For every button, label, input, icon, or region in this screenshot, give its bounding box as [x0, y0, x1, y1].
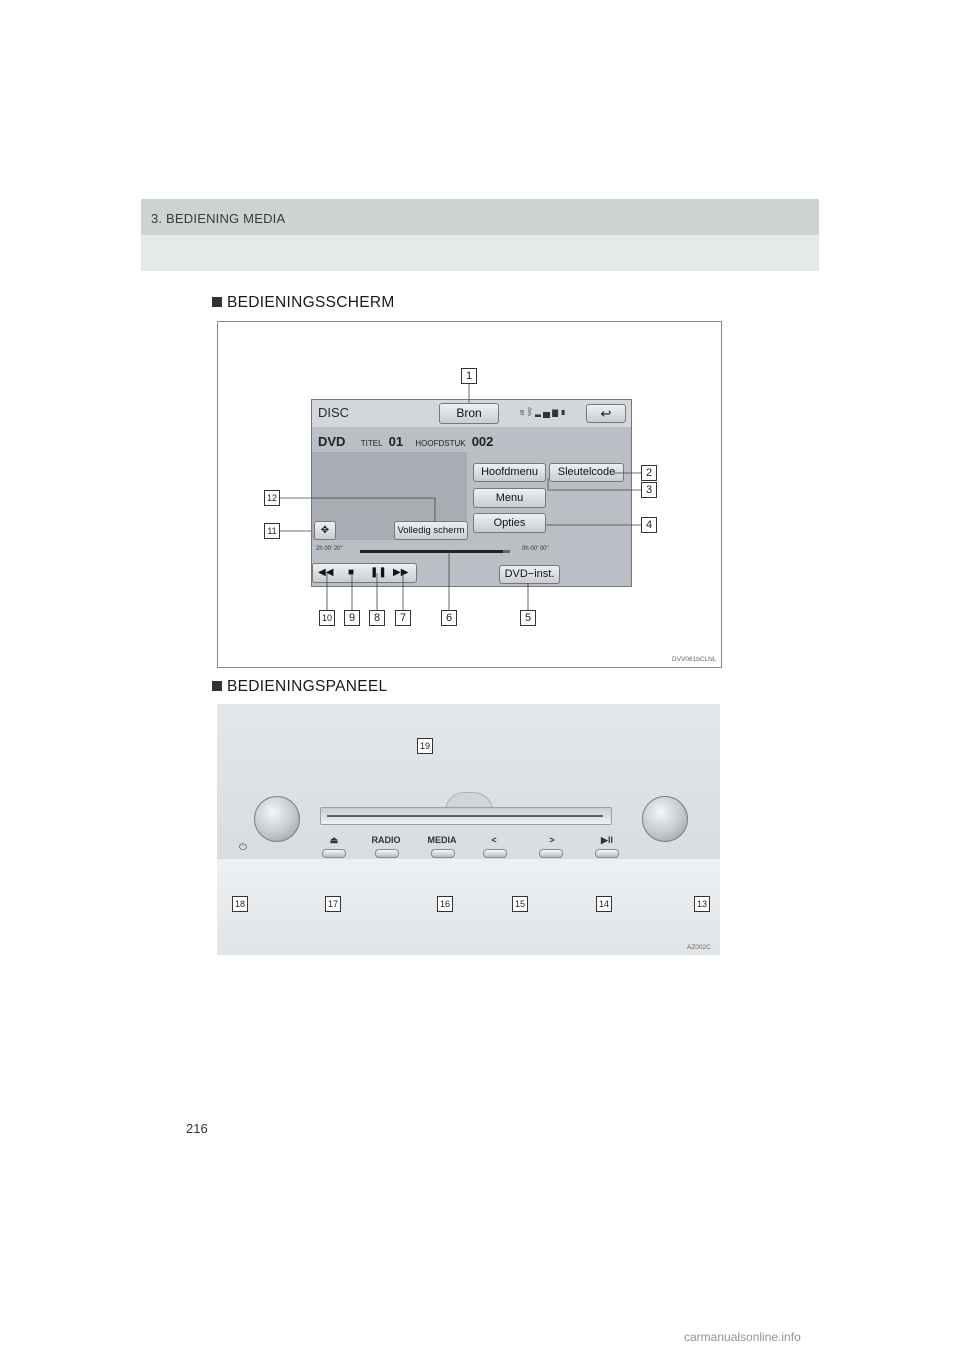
callout-16: 16 [437, 896, 453, 912]
title-label: TITEL [360, 439, 383, 448]
back-arrow-icon: ↩ [600, 406, 612, 421]
callout-6: 6 [441, 610, 457, 626]
callout-11: 11 [264, 523, 280, 539]
callout-2: 2 [641, 465, 657, 481]
control-panel-figure [217, 704, 720, 955]
media-type: DVD [318, 434, 346, 449]
total-time: 0h 00' 00" [522, 546, 549, 552]
panel-section-heading: BEDIENINGSPANEEL [212, 678, 387, 696]
panel-lower-face [217, 859, 720, 955]
screen-section-heading: BEDIENINGSSCHERM [212, 294, 395, 312]
callout-14: 14 [596, 896, 612, 912]
callout-3: 3 [641, 482, 657, 498]
radio-button[interactable] [375, 849, 399, 858]
source-button[interactable]: Bron [439, 403, 499, 424]
pause-icon[interactable]: ❚❚ [370, 567, 387, 578]
battery-icon: ▮ [560, 407, 569, 418]
callout-15: 15 [512, 896, 528, 912]
signal-icon: ▂▄▆ [535, 407, 561, 418]
page-number: 216 [186, 1121, 208, 1136]
media-button[interactable] [431, 849, 455, 858]
callout-8: 8 [369, 610, 385, 626]
wifi-icon: ≋ [519, 407, 527, 418]
screen-figure-code: DVV061bCLNL [672, 656, 717, 663]
prev-button[interactable] [483, 849, 507, 858]
callout-18: 18 [232, 896, 248, 912]
play-pause-button[interactable] [595, 849, 619, 858]
stop-icon[interactable]: ■ [348, 567, 355, 578]
power-icon: ⏻ [239, 842, 247, 853]
square-bullet-icon [212, 681, 222, 691]
elapsed-time: 2h 00' 20" [316, 546, 343, 552]
options-button[interactable]: Opties [473, 513, 546, 533]
screen-source-title: DISC [318, 405, 350, 420]
radio-label: RADIO [371, 835, 401, 845]
direction-pad-icon: ✥ [320, 525, 330, 536]
media-label: MEDIA [427, 835, 457, 845]
callout-19: 19 [417, 738, 433, 754]
play-pause-label: ▶ll [601, 835, 613, 845]
next-button[interactable] [539, 849, 563, 858]
eject-label: ⏏ [329, 835, 339, 845]
next-label: > [549, 835, 555, 845]
right-knob[interactable] [642, 796, 688, 842]
callout-13: 13 [694, 896, 710, 912]
watermark: carmanualsonline.info [684, 1330, 801, 1344]
title-number: 01 [388, 434, 404, 449]
callout-7: 7 [395, 610, 411, 626]
chapter-label: HOOFDSTUK [415, 439, 466, 448]
callout-12: 12 [264, 490, 280, 506]
disc-slot[interactable] [320, 807, 612, 825]
callout-17: 17 [325, 896, 341, 912]
key-code-button[interactable]: Sleutelcode [549, 463, 624, 482]
fullscreen-button[interactable]: Volledig scherm [394, 521, 468, 540]
panel-figure-code: AZ002C [687, 944, 711, 951]
callout-5: 5 [520, 610, 536, 626]
callout-10: 10 [319, 610, 335, 626]
rewind-icon[interactable]: ◀◀ [318, 567, 334, 578]
section-title: 3. BEDIENING MEDIA [151, 211, 286, 226]
callout-9: 9 [344, 610, 360, 626]
eject-button[interactable] [322, 849, 346, 858]
callout-4: 4 [641, 517, 657, 533]
callout-1: 1 [461, 368, 477, 384]
chapter-number: 002 [471, 434, 494, 449]
bluetooth-icon: ᛒ [527, 407, 535, 418]
prev-label: < [491, 835, 497, 845]
fast-forward-icon[interactable]: ▶▶ [393, 567, 409, 578]
left-knob[interactable] [254, 796, 300, 842]
menu-button[interactable]: Menu [473, 488, 546, 508]
dvd-settings-button[interactable]: DVD−inst. [499, 565, 560, 584]
main-menu-button[interactable]: Hoofdmenu [473, 463, 546, 482]
